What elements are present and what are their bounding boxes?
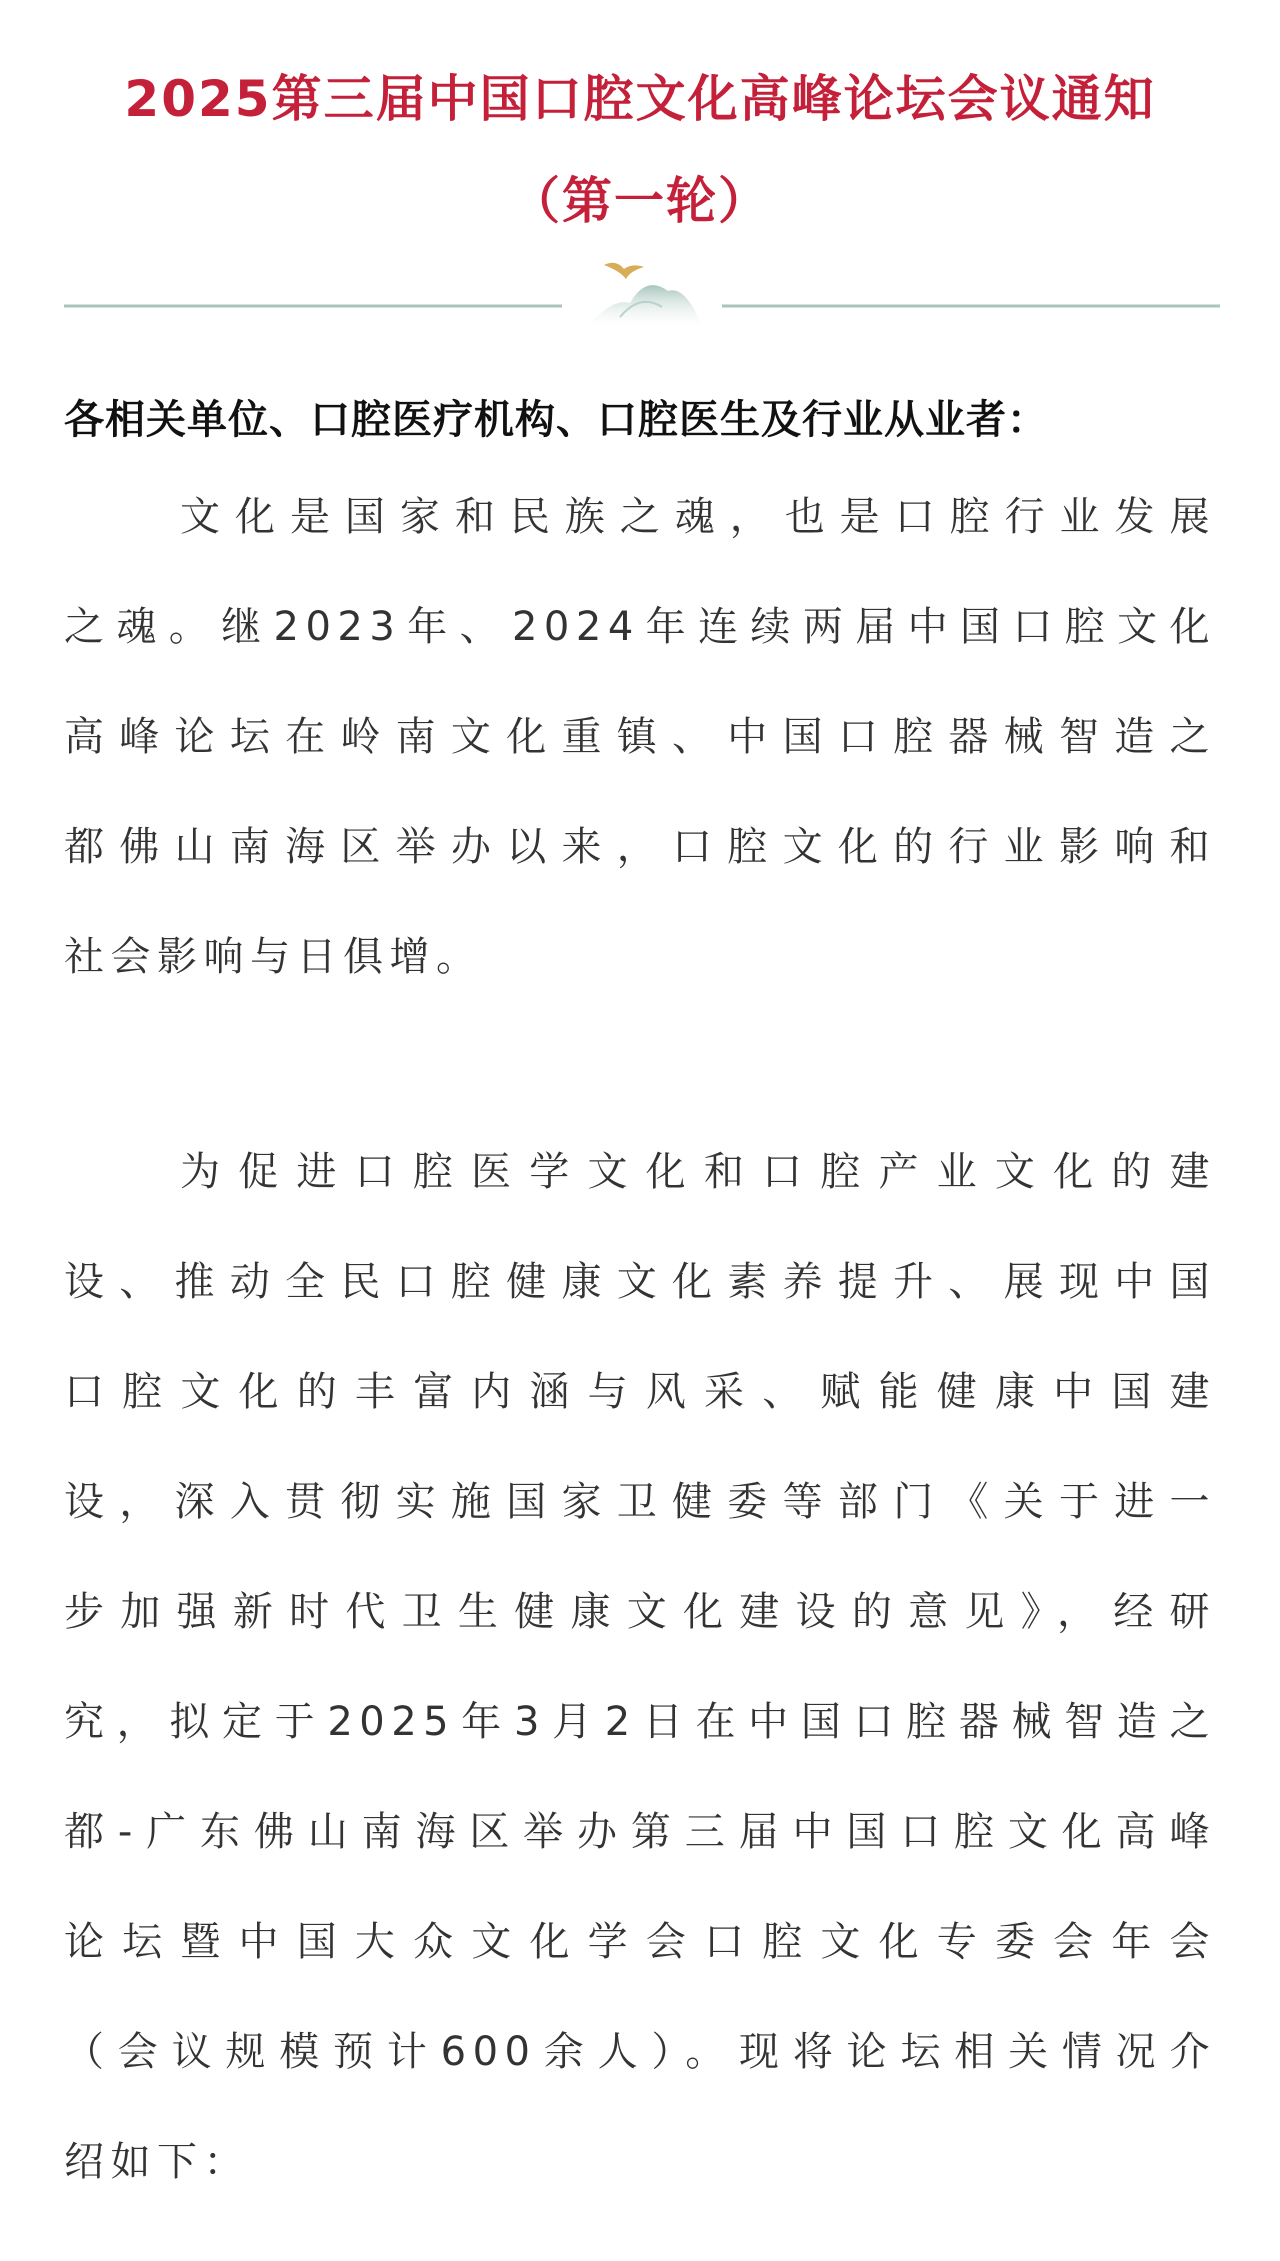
paragraph-line: 社会影响与日俱增。 bbox=[64, 934, 483, 980]
paragraph-line: 为促进口腔医学文化和口腔产业文化的建 bbox=[180, 1149, 1216, 1195]
paragraph-line: 设，深入贯彻实施国家卫健委等部门《关于进一 bbox=[64, 1479, 1216, 1525]
paragraph-line: 步加强新时代卫生健康文化建设的意见》，经研 bbox=[64, 1589, 1216, 1635]
paragraph-1 bbox=[64, 462, 1216, 1012]
paragraph-line: 绍如下： bbox=[64, 2139, 250, 2185]
paragraph-line: 设、推动全民口腔健康文化素养提升、展现中国 bbox=[64, 1259, 1216, 1305]
paragraph-line: 口腔文化的丰富内涵与风采、赋能健康中国建 bbox=[64, 1369, 1216, 1415]
paragraph-line: 究，拟定于2025年3月2日在中国口腔器械智造之 bbox=[64, 1699, 1216, 1745]
paragraph-line: 都-广东佛山南海区举办第三届中国口腔文化高峰 bbox=[64, 1809, 1216, 1855]
paragraph-line: （会议规模预计600余人）。现将论坛相关情况介 bbox=[64, 2029, 1216, 2075]
paragraph-line: 之魂。继2023年、2024年连续两届中国口腔文化 bbox=[64, 604, 1216, 650]
paragraph-2 bbox=[64, 1117, 1216, 2217]
salutation: 各相关单位、口腔医疗机构、口腔医生及行业从业者： bbox=[64, 397, 1048, 443]
title-line-2: （第一轮） bbox=[510, 172, 770, 230]
paragraph-line: 都佛山南海区举办以来，口腔文化的行业影响和 bbox=[64, 824, 1216, 870]
mountain-bird-icon bbox=[64, 255, 1220, 335]
page-title bbox=[60, 48, 1220, 252]
title-line-1: 2025第三届中国口腔文化高峰论坛会议通知 bbox=[124, 70, 1156, 128]
decorative-divider bbox=[64, 255, 1220, 335]
paragraph-line: 高峰论坛在岭南文化重镇、中国口腔器械智造之 bbox=[64, 714, 1216, 760]
paragraph-line: 文化是国家和民族之魂，也是口腔行业发展 bbox=[180, 494, 1216, 540]
paragraph-line: 论坛暨中国大众文化学会口腔文化专委会年会 bbox=[64, 1919, 1216, 1965]
